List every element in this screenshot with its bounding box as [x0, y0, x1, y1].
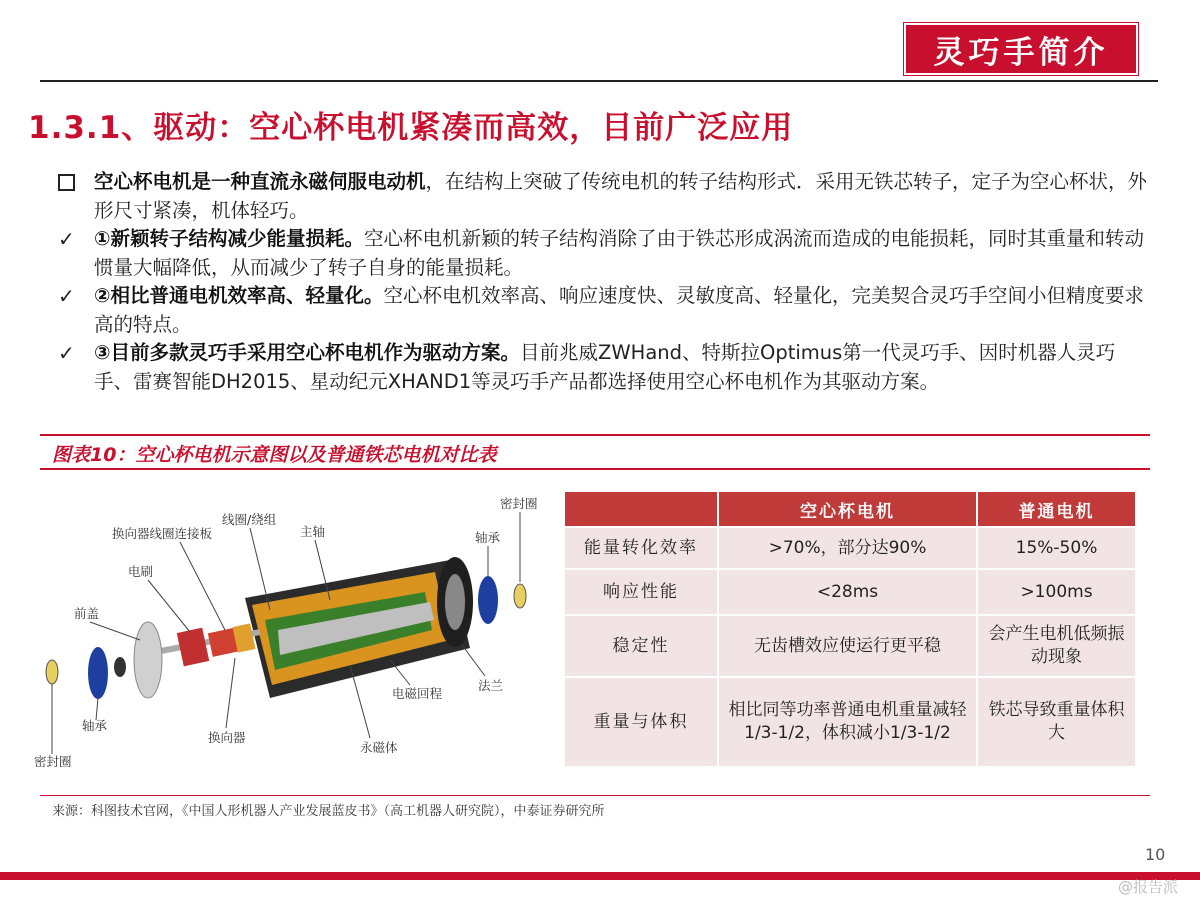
table-header-ordinary: 普通电机 — [978, 492, 1135, 526]
motor-body — [245, 557, 473, 698]
bullet-text: ，在结构上突破了传统电机的转子结构形式．采用无铁芯转子，定子为空心杯状，外形尺寸紧凑，机体轻巧。 — [94, 170, 1148, 222]
figure-rule-bottom — [40, 468, 1150, 470]
table-header-coreless: 空心杯电机 — [719, 492, 976, 526]
label-front-cover: 前盖 — [74, 606, 100, 621]
table-cell: 无齿槽效应使运行更平稳 — [719, 616, 976, 676]
table-cell: <28ms — [719, 570, 976, 614]
comparison-table — [563, 490, 1137, 768]
table-cell: 15%-50% — [978, 528, 1135, 568]
bullet-item — [58, 339, 1148, 396]
table-cell: >100ms — [978, 570, 1135, 614]
checkmark-icon: ✓ — [58, 227, 75, 251]
checkmark-icon: ✓ — [58, 341, 75, 365]
figure-title: 图表10：空心杯电机示意图以及普通铁芯电机对比表 — [52, 444, 497, 466]
label-commutator-board: 换向器线圈连接板 — [112, 526, 213, 541]
table-row — [565, 570, 1135, 614]
table-row — [565, 678, 1135, 766]
label-seal-top: 密封圈 — [500, 496, 538, 511]
bullet-bold: ①新颖转子结构减少能量损耗。 — [94, 227, 365, 250]
table-cell: 响应性能 — [565, 570, 717, 614]
bottom-bar — [0, 872, 1200, 880]
label-brush: 电刷 — [128, 564, 154, 579]
small-ring — [114, 657, 126, 677]
table-cell: 稳定性 — [565, 616, 717, 676]
seal-right — [514, 584, 526, 608]
source-note: 来源：科图技术官网，《中国人形机器人产业发展蓝皮书》（高工机器人研究院），中泰证券研究所 — [52, 804, 605, 819]
label-shaft: 主轴 — [300, 524, 326, 539]
table-row — [565, 528, 1135, 568]
table-cell: 重量与体积 — [565, 678, 717, 766]
table-row — [565, 616, 1135, 676]
table-cell: >70%，部分达90% — [719, 528, 976, 568]
slide-title: 1.3.1、驱动：空心杯电机紧凑而高效，目前广泛应用 — [28, 110, 794, 146]
table-cell: 会产生电机低频振动现象 — [978, 616, 1135, 676]
top-divider — [40, 80, 1158, 82]
bullet-list — [58, 168, 1148, 396]
table-header-row — [565, 492, 1135, 526]
label-flange: 法兰 — [478, 678, 504, 693]
label-winding: 线圈/绕组 — [222, 512, 277, 527]
bullet-bold: 空心杯电机是一种直流永磁伺服电动机 — [94, 170, 426, 193]
bullet-bold: ③目前多款灵巧手采用空心杯电机作为驱动方案。 — [94, 341, 521, 364]
front-cover — [134, 622, 162, 698]
label-coil-case: 电磁回程 — [392, 686, 443, 701]
table-cell: 相比同等功率普通电机重量减轻 1/3-1/2，体积减小1/3-1/2 — [719, 678, 976, 766]
label-seal-bottom: 密封圈 — [34, 754, 72, 769]
coreless-motor-diagram — [30, 480, 560, 780]
bullet-item — [58, 282, 1148, 339]
source-rule — [40, 795, 1150, 796]
bearing-left — [88, 647, 108, 699]
label-bearing-left: 轴承 — [82, 718, 108, 733]
table-cell: 能量转化效率 — [565, 528, 717, 568]
label-magnet: 永磁体 — [360, 740, 398, 755]
page-number: 10 — [1145, 845, 1166, 864]
label-bearing-right: 轴承 — [475, 530, 501, 545]
bullet-text: 空心杯电机效率高、响应速度快、灵敏度高、轻量化，完美契合灵巧手空间小但精度要求高的特点。 — [94, 284, 1145, 336]
checkmark-icon: ✓ — [58, 284, 75, 308]
seal-left — [46, 660, 58, 684]
bullet-bold: ②相比普通电机效率高、轻量化。 — [94, 284, 384, 307]
watermark: @报告派 — [1118, 878, 1179, 896]
table-header-empty — [565, 492, 717, 526]
figure-rule-top — [40, 434, 1150, 436]
bullet-item — [58, 225, 1148, 282]
table-cell: 铁芯导致重量体积大 — [978, 678, 1135, 766]
square-bullet-icon — [58, 174, 75, 191]
label-commutator: 换向器 — [208, 730, 246, 745]
bullet-item — [58, 168, 1148, 225]
section-tag: 灵巧手简介 — [904, 23, 1138, 75]
bullet-text: 空心杯电机新颖的转子结构消除了由于铁芯形成涡流而造成的电能损耗，同时其重量和转动惯量大幅降低，从而减少了转子自身的能量损耗。 — [94, 227, 1145, 279]
bearing-right — [478, 576, 498, 624]
bullet-text: 目前兆威ZWHand、特斯拉Optimus第一代灵巧手、因时机器人灵巧手、雷赛智能DH2015、星动纪元XHAND1等灵巧手产品都选择使用空心杯电机作为其驱动方案。 — [94, 341, 1116, 393]
